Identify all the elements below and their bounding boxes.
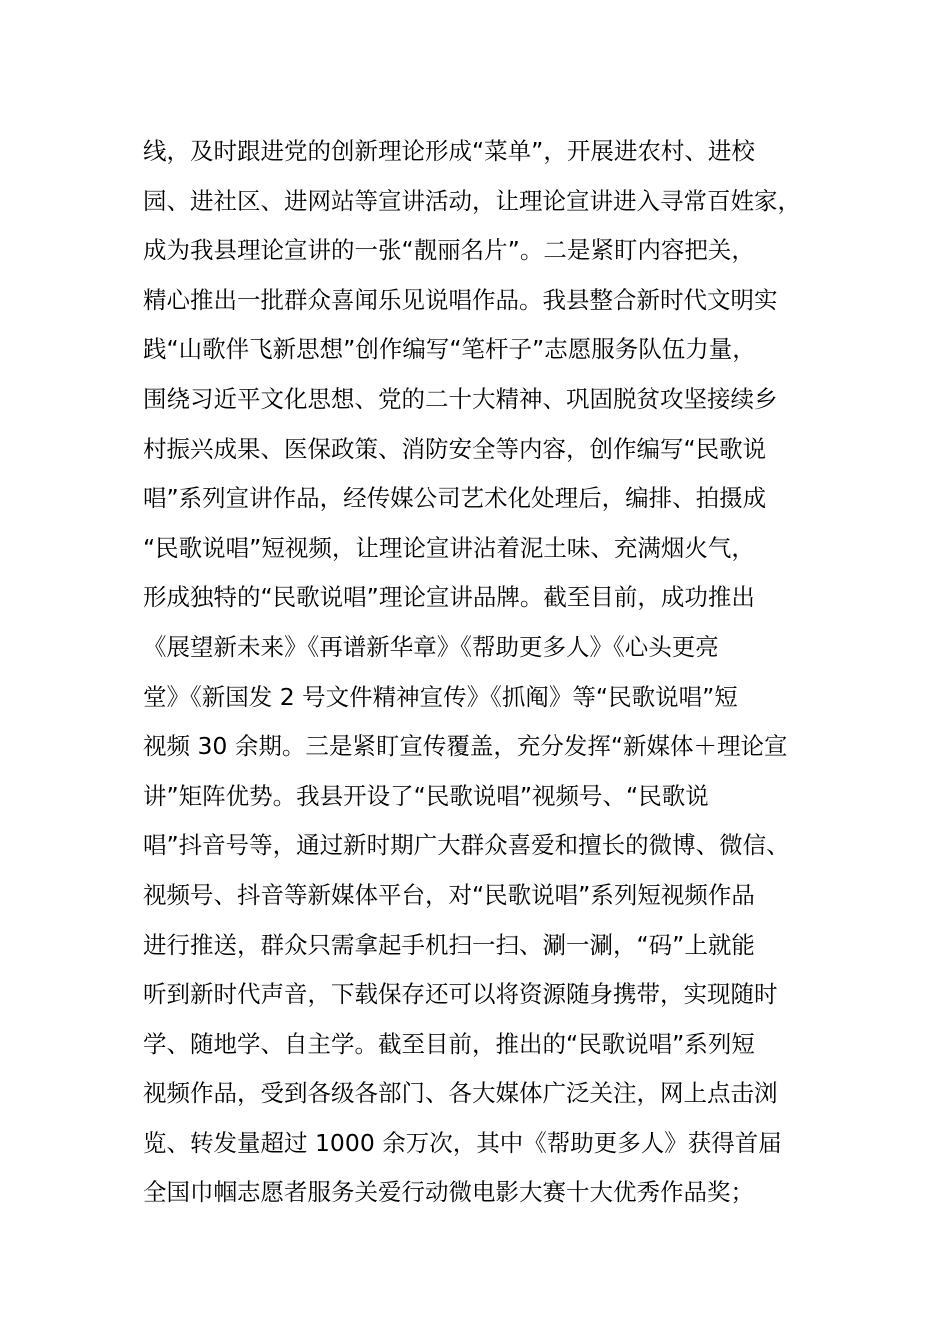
text-line: 视频号、抖音等新媒体平台，对“民歌说唱”系列短视频作品 — [143, 880, 755, 909]
text-line: 听到新时代声音，下载保存还可以将资源随身携带，实现随时 — [143, 980, 778, 1009]
text-line: 讲”矩阵优势。我县开设了“民歌说唱”视频号、“民歌说 — [143, 781, 709, 810]
text-line: 精心推出一批群众喜闻乐见说唱作品。我县整合新时代文明实 — [143, 285, 778, 314]
text-line: 堂》《新国发 2 号文件精神宣传》《抓阄》等“民歌说唱”短 — [143, 682, 738, 711]
text-line: 唱”系列宣讲作品，经传媒公司艺术化处理后，编排、拍摄成 — [143, 484, 767, 513]
text-line: 视频 30 余期。三是紧盯宣传覆盖，充分发挥“新媒体＋理论宣 — [143, 732, 788, 761]
text-line: 形成独特的“民歌说唱”理论宣讲品牌。截至目前，成功推出 — [143, 583, 755, 612]
text-line: 园、进社区、进网站等宣讲活动，让理论宣讲进入寻常百姓家， — [143, 186, 801, 215]
text-line: 唱”抖音号等，通过新时期广大群众喜爱和擅长的微博、微信、 — [143, 831, 790, 860]
text-line: 村振兴成果、医保政策、消防安全等内容，创作编写“民歌说 — [143, 434, 767, 463]
text-line: 全国巾帼志愿者服务关爱行动微电影大赛十大优秀作品奖； — [143, 1178, 754, 1207]
text-line: 围绕习近平文化思想、党的二十大精神、巩固脱贫攻坚接续乡 — [143, 384, 778, 413]
text-line: 学、随地学、自主学。截至目前，推出的“民歌说唱”系列短 — [143, 1029, 755, 1058]
text-line: 《展望新未来》《再谱新华章》《帮助更多人》《心头更亮 — [143, 632, 719, 661]
text-line: 践“山歌伴飞新思想”创作编写“笔杆子”志愿服务队伍力量， — [143, 335, 756, 364]
text-line: 成为我县理论宣讲的一张“靓丽名片”。二是紧盯内容把关， — [143, 236, 755, 265]
text-line: “民歌说唱”短视频，让理论宣讲沾着泥土味、充满烟火气， — [143, 533, 755, 562]
text-line: 进行推送，群众只需拿起手机扫一扫、涮一涮，“码”上就能 — [143, 930, 755, 959]
text-line: 视频作品，受到各级各部门、各大媒体广泛关注，网上点击浏 — [143, 1079, 778, 1108]
text-line: 线，及时跟进党的创新理论形成“菜单”，开展进农村、进校 — [143, 137, 755, 165]
body-paragraph — [143, 127, 823, 1218]
text-line: 览、转发量超过 1000 余万次，其中《帮助更多人》获得首届 — [143, 1128, 782, 1157]
